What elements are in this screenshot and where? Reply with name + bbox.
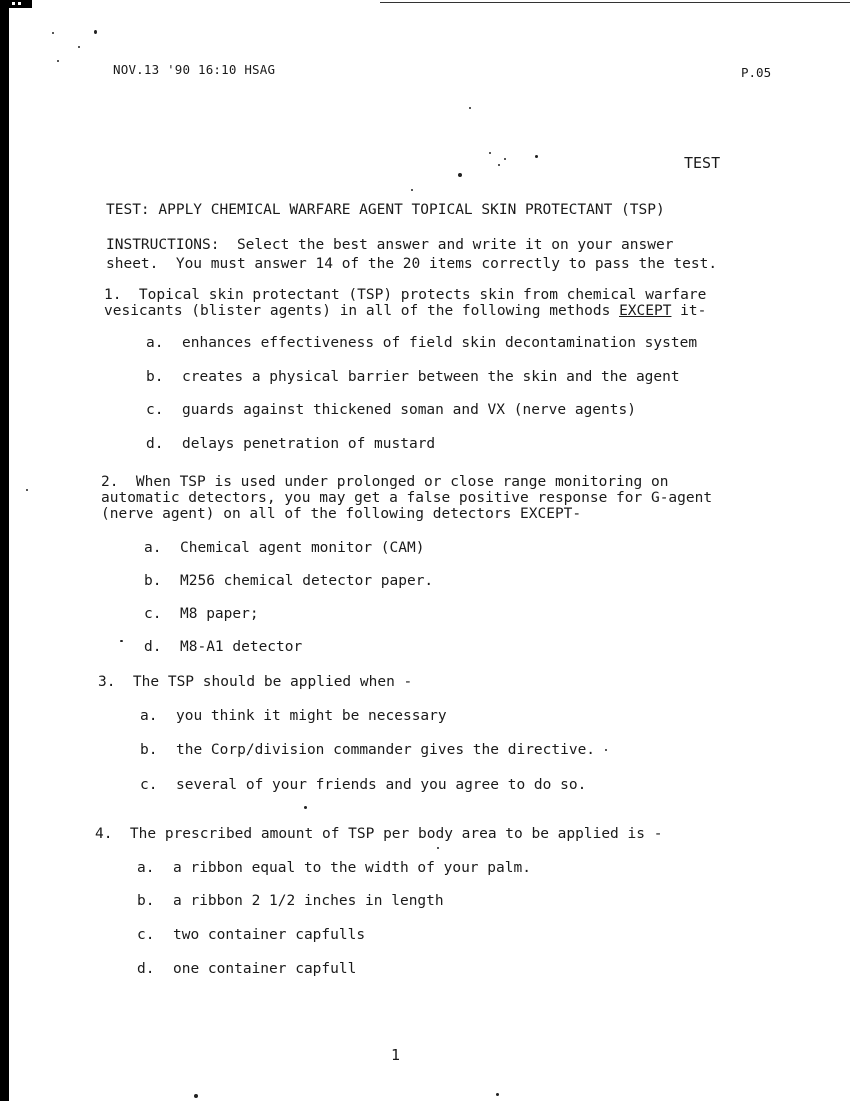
scan-speck: [304, 806, 307, 809]
question-2-stem: 2. When TSP is used under prolonged or close range monitoring on automatic detectors, you may get a false positive response for G-agent (nerve agent) on all of the following detectors EXCEPT-: [101, 474, 713, 522]
scan-top-edge: [380, 2, 850, 3]
option-letter: a.: [140, 708, 158, 724]
scan-speck: [411, 189, 413, 191]
scan-speck: [469, 107, 471, 109]
question-1-option-d: [146, 436, 435, 452]
scan-speck: [437, 847, 439, 849]
scan-speck: [498, 164, 500, 166]
question-2-option-c: [144, 606, 259, 622]
option-text: M256 chemical detector paper.: [180, 573, 434, 589]
fax-page-number: P.05: [741, 65, 772, 80]
question-1-text: 1. Topical skin protectant (TSP) protects skin from chemical warfare vesicants (blister agents) in all of the following methods: [104, 287, 707, 319]
option-letter: a.: [144, 540, 162, 556]
option-letter: a.: [146, 335, 164, 351]
question-3-option-b: [140, 742, 595, 758]
question-1-option-a: [146, 335, 697, 351]
option-text: a ribbon equal to the width of your palm.: [173, 860, 531, 876]
option-text: creates a physical barrier between the skin and the agent: [182, 369, 680, 385]
option-letter: b.: [137, 893, 155, 909]
option-letter: c.: [146, 402, 164, 418]
scan-speck: [458, 173, 462, 177]
option-text: enhances effectiveness of field skin decontamination system: [182, 335, 698, 351]
scan-speck: [605, 749, 607, 751]
option-text: two container capfulls: [173, 927, 366, 943]
option-text: M8-A1 detector: [180, 639, 303, 655]
question-4-option-d: [137, 961, 356, 977]
scan-speck: [496, 1093, 499, 1096]
question-1-option-c: [146, 402, 636, 418]
test-label: TEST: [684, 154, 721, 172]
except-emphasis: EXCEPT: [619, 303, 672, 319]
option-letter: c.: [137, 927, 155, 943]
scan-speck: [504, 158, 506, 160]
option-letter: a.: [137, 860, 155, 876]
question-1-option-b: [146, 369, 680, 385]
scan-speck: [94, 30, 97, 34]
scan-speck: [489, 152, 491, 154]
instructions: INSTRUCTIONS: Select the best answer and write it on your answer sheet. You must answer 14 of the 20 items correctly to pass the test.: [106, 237, 718, 272]
question-2-option-a: [144, 540, 424, 556]
test-title: TEST: APPLY CHEMICAL WARFARE AGENT TOPICAL SKIN PROTECTANT (TSP): [106, 202, 665, 218]
option-text: M8 paper;: [180, 606, 259, 622]
option-text: one container capfull: [173, 961, 357, 977]
option-letter: d.: [137, 961, 155, 977]
scan-speck: [57, 60, 59, 62]
question-2-option-d: [144, 639, 302, 655]
question-3-option-a: [140, 708, 447, 724]
option-letter: d.: [146, 436, 164, 452]
option-letter: b.: [140, 742, 158, 758]
scan-speck: [78, 46, 80, 48]
option-text: a ribbon 2 1/2 inches in length: [173, 893, 444, 909]
option-text: guards against thickened soman and VX (nerve agents): [182, 402, 636, 418]
question-1-tail: it-: [671, 303, 707, 319]
question-4-option-a: [137, 860, 531, 876]
fax-header: NOV.13 '90 16:10 HSAG: [113, 62, 276, 77]
option-text: you think it might be necessary: [176, 708, 447, 724]
scan-corner-mark: [0, 0, 32, 8]
option-letter: c.: [140, 777, 158, 793]
scan-speck: [194, 1094, 198, 1098]
option-text: the Corp/division commander gives the directive.: [176, 742, 596, 758]
option-text: Chemical agent monitor (CAM): [180, 540, 425, 556]
question-1-stem: [104, 287, 706, 319]
scan-edge-bar: [0, 0, 9, 1101]
scan-speck: [535, 155, 538, 158]
option-letter: d.: [144, 639, 162, 655]
question-4-option-b: [137, 893, 444, 909]
page-number: 1: [391, 1046, 401, 1064]
option-text: delays penetration of mustard: [182, 436, 436, 452]
question-2-option-b: [144, 573, 433, 589]
question-4-option-c: [137, 927, 365, 943]
question-3-option-c: [140, 777, 586, 793]
option-letter: b.: [146, 369, 164, 385]
option-letter: b.: [144, 573, 162, 589]
question-4-stem: 4. The prescribed amount of TSP per body area to be applied is -: [95, 826, 663, 842]
scan-speck: [52, 32, 54, 34]
scan-speck: [26, 489, 28, 491]
option-text: several of your friends and you agree to do so.: [176, 777, 587, 793]
question-3-stem: 3. The TSP should be applied when -: [98, 674, 413, 690]
option-letter: c.: [144, 606, 162, 622]
scan-speck: [120, 640, 123, 642]
